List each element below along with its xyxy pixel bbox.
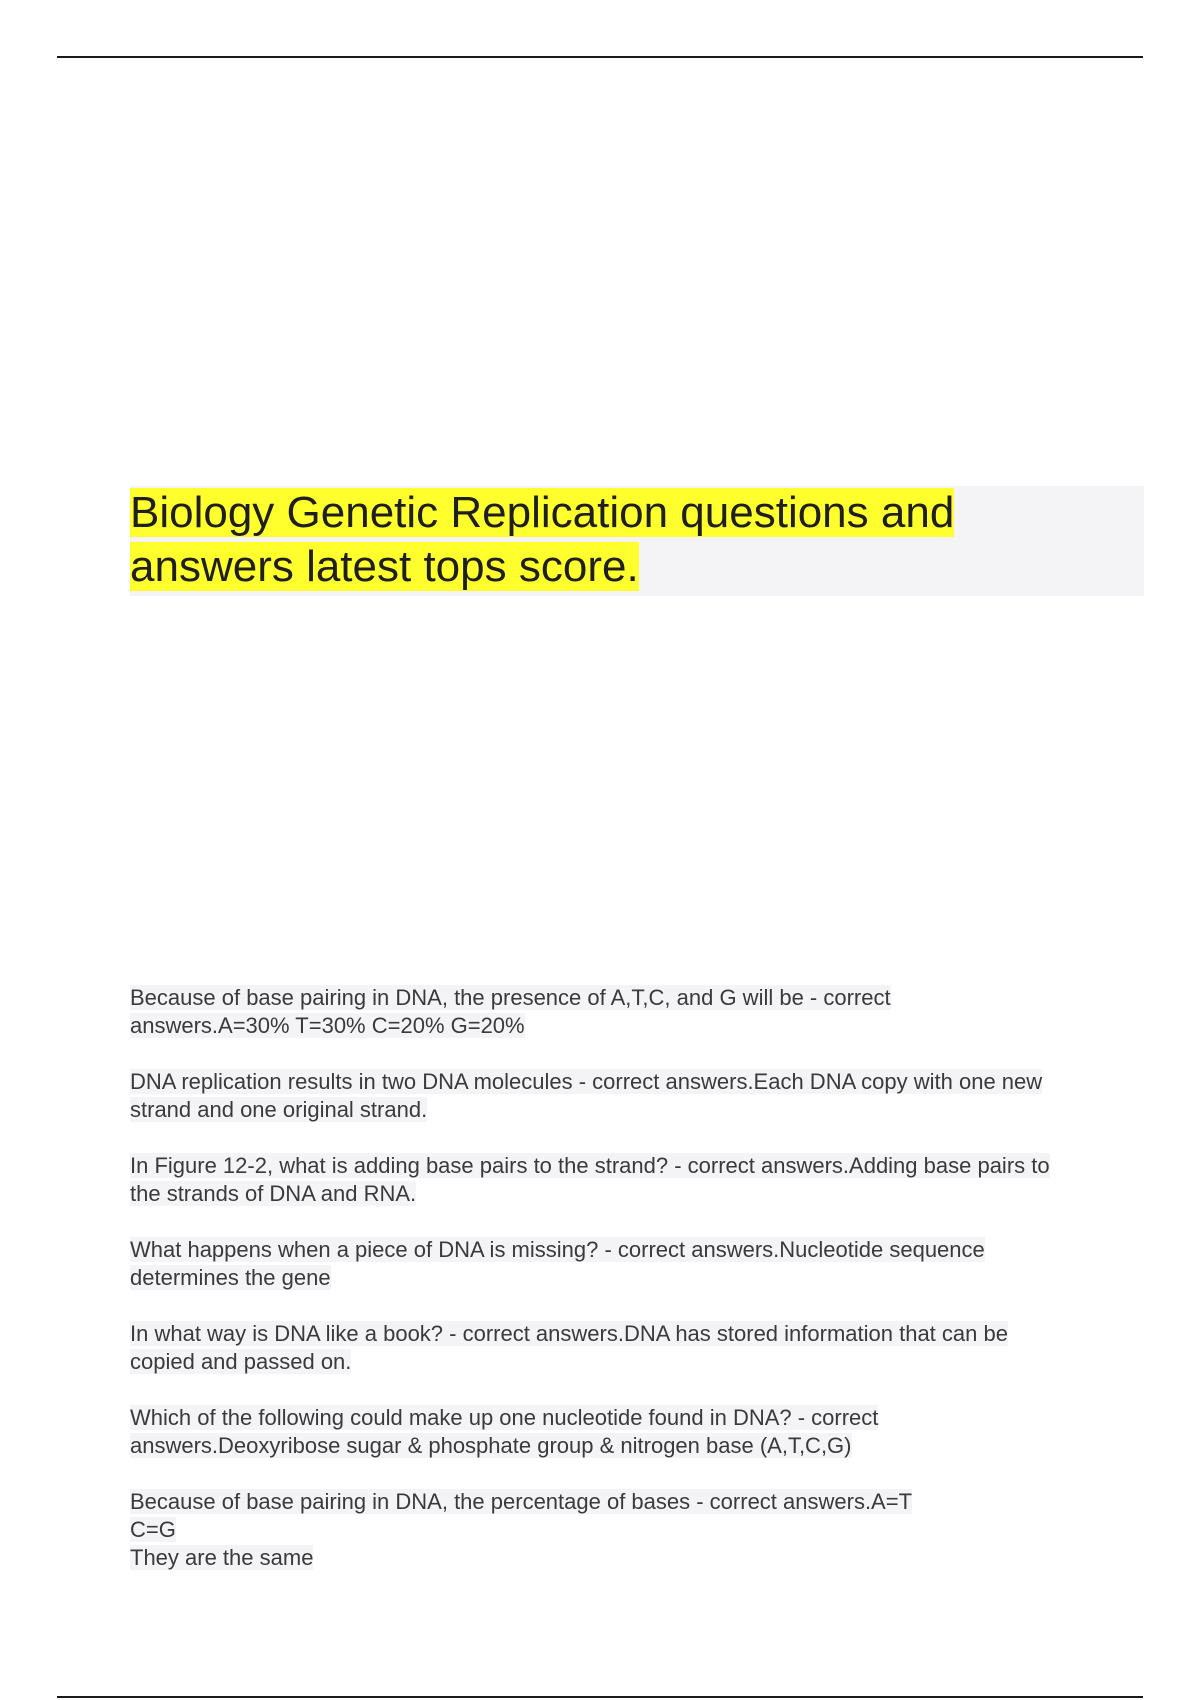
qa-text-line: Because of base pairing in DNA, the presence of A,T,C, and G will be - correct [130,985,891,1010]
qa-list [130,984,1150,1600]
qa-text-line: C=G [130,1517,176,1542]
qa-item [130,1236,1150,1292]
qa-text-line: Because of base pairing in DNA, the percentage of bases - correct answers.A=T [130,1489,913,1514]
qa-text-line: What happens when a piece of DNA is missing? - correct answers.Nucleotide sequence [130,1237,985,1262]
bottom-rule [57,1696,1143,1698]
qa-item [130,1404,1150,1460]
qa-text-line: In Figure 12-2, what is adding base pairs to the strand? - correct answers.Adding base pairs to [130,1153,1050,1178]
qa-text-line: determines the gene [130,1265,331,1290]
qa-text-line: answers.Deoxyribose sugar & phosphate group & nitrogen base (A,T,C,G) [130,1433,852,1458]
title-block [130,486,1144,596]
document-title [130,486,1144,594]
qa-text-line: strand and one original strand. [130,1097,428,1122]
qa-text-line: They are the same [130,1545,314,1570]
title-line-1: Biology Genetic Replication questions and [130,488,955,537]
qa-item [130,1488,1150,1572]
qa-item [130,1068,1150,1124]
qa-text-line: copied and passed on. [130,1349,352,1374]
qa-item [130,1152,1150,1208]
qa-text-line: answers.A=30% T=30% C=20% G=20% [130,1013,525,1038]
qa-text-line: DNA replication results in two DNA molecules - correct answers.Each DNA copy with one new [130,1069,1043,1094]
qa-item [130,1320,1150,1376]
qa-item [130,984,1150,1040]
top-rule [57,56,1143,58]
qa-text-line: the strands of DNA and RNA. [130,1181,417,1206]
qa-text-line: In what way is DNA like a book? - correct answers.DNA has stored information that can be [130,1321,1008,1346]
title-line-2: answers latest tops score. [130,542,639,591]
qa-text-line: Which of the following could make up one nucleotide found in DNA? - correct [130,1405,879,1430]
